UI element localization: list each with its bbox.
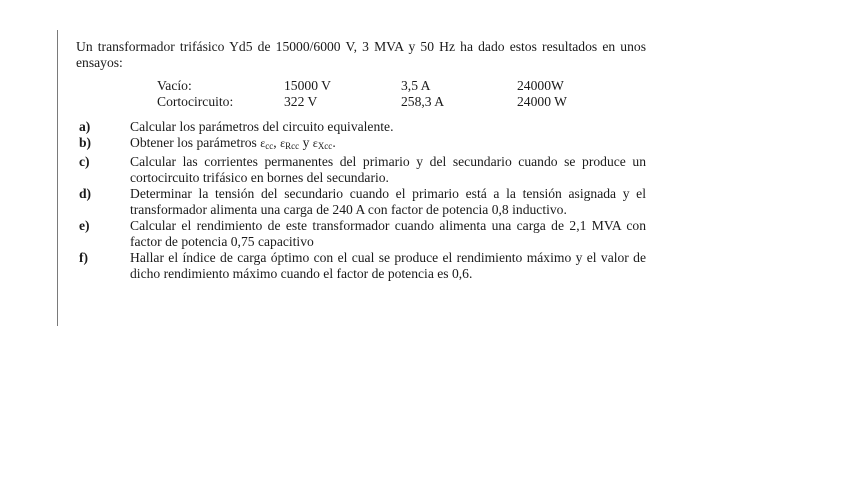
param-subscript: Rcc xyxy=(285,141,300,151)
question-letter: c) xyxy=(79,154,90,169)
question-letter: e) xyxy=(79,218,90,233)
question-item xyxy=(76,218,646,250)
question-letter: a) xyxy=(79,119,91,134)
question-item xyxy=(76,154,646,186)
row-label: Cortocircuito: xyxy=(157,94,234,109)
question-text: Calcular el rendimiento de este transformador cuando alimenta una carga de 2,1 MVA con factor de potencia 0,75 capacitivo xyxy=(130,218,646,249)
epsilon-symbol: ε xyxy=(280,136,286,150)
problem-statement xyxy=(76,39,646,282)
voltage-cell: 15000 V xyxy=(284,78,331,93)
param-separator: y xyxy=(302,135,310,150)
question-text: Hallar el índice de carga óptimo con el cual se produce el rendimiento máximo y el valor de dicho rendimiento máximo cuando el factor de potencia es 0,6. xyxy=(130,250,646,281)
row-label: Vacío: xyxy=(157,78,192,93)
test-results-table xyxy=(157,78,597,110)
question-letter: d) xyxy=(79,186,92,201)
table-row xyxy=(157,78,597,94)
epsilon-symbol: ε xyxy=(312,136,318,150)
question-item xyxy=(76,250,646,282)
question-text: Calcular los parámetros del circuito equivalente. xyxy=(130,119,394,134)
param-separator: . xyxy=(332,135,336,150)
question-item xyxy=(76,186,646,218)
question-letter: f) xyxy=(79,250,89,265)
intro-paragraph: Un transformador trifásico Yd5 de 15000/6000 V, 3 MVA y 50 Hz ha dado estos resultados en unos ensayos: xyxy=(76,39,646,70)
param-separator: , xyxy=(273,135,277,150)
param-subscript: cc xyxy=(265,141,274,151)
question-prefix: Obtener los parámetros xyxy=(130,135,257,150)
table-row xyxy=(157,94,597,110)
power-cell: 24000W xyxy=(517,78,564,93)
epsilon-symbol: ε xyxy=(260,136,266,150)
power-cell: 24000 W xyxy=(517,94,567,109)
question-item xyxy=(76,135,646,154)
question-text xyxy=(130,135,646,154)
question-text: Calcular las corrientes permanentes del primario y del secundario cuando se produce un cortocircuito trifásico en bornes del secundario. xyxy=(130,154,646,185)
question-letter: b) xyxy=(79,135,92,150)
question-list xyxy=(76,119,646,282)
voltage-cell: 322 V xyxy=(284,94,318,109)
left-margin-line xyxy=(57,30,58,326)
current-cell: 258,3 A xyxy=(401,94,445,109)
current-cell: 3,5 A xyxy=(401,78,431,93)
question-text: Determinar la tensión del secundario cuando el primario está a la tensión asignada y el transformador alimenta una carga de 240 A con factor de potencia 0,8 inductivo. xyxy=(130,186,646,217)
param-subscript: Xcc xyxy=(317,141,333,151)
question-item xyxy=(76,119,646,135)
